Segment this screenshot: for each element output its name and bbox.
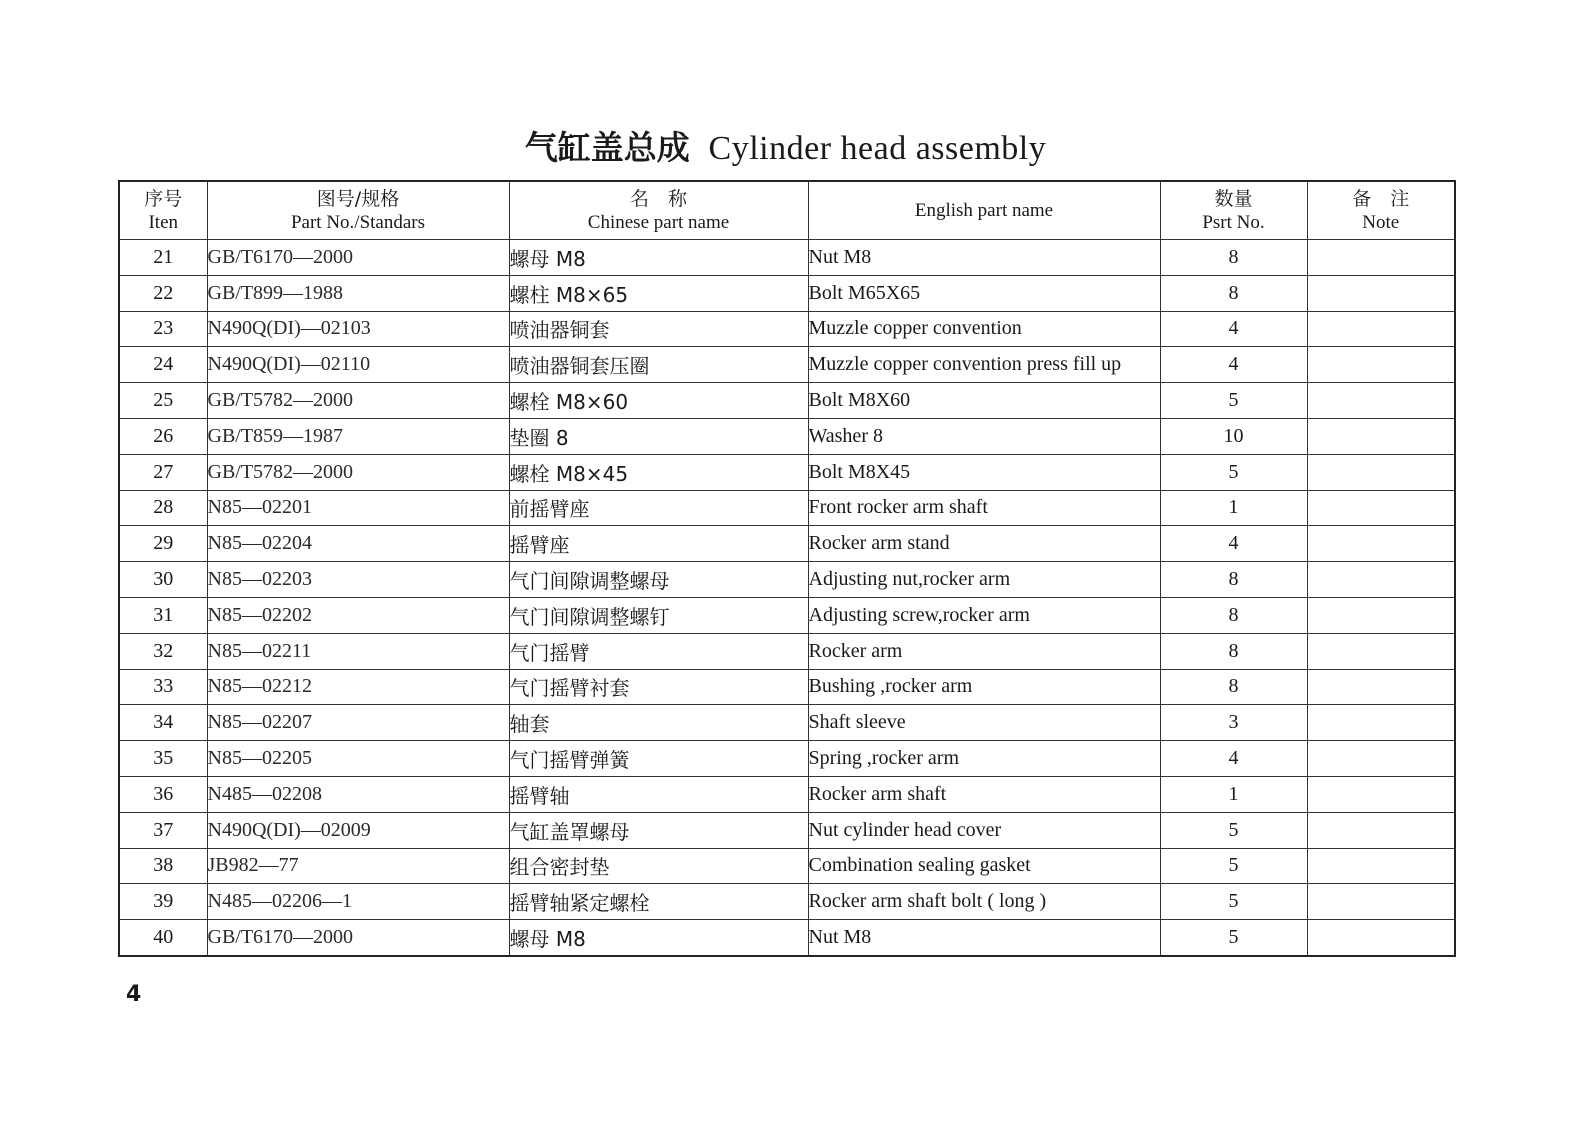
cell-quantity: 8 [1160, 633, 1307, 669]
cell-quantity: 1 [1160, 776, 1307, 812]
cell-note [1307, 884, 1455, 920]
cell-chinese-name: 摇臂轴 [509, 776, 808, 812]
header-note-en: Note [1362, 211, 1400, 233]
cell-part-no: N85—02207 [207, 705, 509, 741]
cell-english-name: Front rocker arm shaft [808, 490, 1160, 526]
table-row [119, 669, 1455, 705]
cell-part-no: GB/T5782—2000 [207, 383, 509, 419]
cell-part-no: N85—02205 [207, 741, 509, 777]
cell-chinese-name: 组合密封垫 [509, 848, 808, 884]
cell-part-no: N85—02202 [207, 597, 509, 633]
cell-english-name: Adjusting screw,rocker arm [808, 597, 1160, 633]
cell-note [1307, 812, 1455, 848]
cell-chinese-name: 螺栓 M8×60 [509, 383, 808, 419]
cell-chinese-name: 气门摇臂衬套 [509, 669, 808, 705]
cell-part-no: N485—02208 [207, 776, 509, 812]
cell-part-no: GB/T899—1988 [207, 275, 509, 311]
cell-item: 26 [119, 418, 207, 454]
cell-note [1307, 597, 1455, 633]
table-row [119, 490, 1455, 526]
cell-item: 23 [119, 311, 207, 347]
cell-part-no: N85—02211 [207, 633, 509, 669]
cell-english-name: Shaft sleeve [808, 705, 1160, 741]
cell-item: 31 [119, 597, 207, 633]
cell-quantity: 5 [1160, 920, 1307, 956]
cell-part-no: GB/T6170—2000 [207, 920, 509, 956]
cell-item: 22 [119, 275, 207, 311]
cell-chinese-name: 气门摇臂弹簧 [509, 741, 808, 777]
cell-item: 21 [119, 240, 207, 276]
cell-part-no: N85—02203 [207, 562, 509, 598]
table-row [119, 848, 1455, 884]
cell-english-name: Rocker arm [808, 633, 1160, 669]
cell-chinese-name: 气门间隙调整螺钉 [509, 597, 808, 633]
page-number: 4 [126, 982, 142, 1007]
cell-note [1307, 311, 1455, 347]
cell-chinese-name: 摇臂座 [509, 526, 808, 562]
cell-quantity: 8 [1160, 240, 1307, 276]
cell-quantity: 4 [1160, 311, 1307, 347]
header-english-name-en: English part name [914, 199, 1054, 221]
table-row [119, 741, 1455, 777]
cell-part-no: GB/T859—1987 [207, 418, 509, 454]
cell-note [1307, 418, 1455, 454]
cell-item: 35 [119, 741, 207, 777]
cell-note [1307, 454, 1455, 490]
header-quantity-en: Psrt No. [1202, 211, 1265, 233]
table-header [119, 181, 1455, 240]
cell-note [1307, 920, 1455, 956]
cell-english-name: Bolt M8X60 [808, 383, 1160, 419]
cell-item: 29 [119, 526, 207, 562]
cell-english-name: Bolt M8X45 [808, 454, 1160, 490]
cell-item: 24 [119, 347, 207, 383]
cell-quantity: 4 [1160, 526, 1307, 562]
cell-english-name: Nut M8 [808, 920, 1160, 956]
cell-item: 40 [119, 920, 207, 956]
table-row [119, 920, 1455, 956]
cell-chinese-name: 摇臂轴紧定螺栓 [509, 884, 808, 920]
cell-quantity: 5 [1160, 454, 1307, 490]
table-row [119, 705, 1455, 741]
header-item [119, 181, 207, 240]
cell-english-name: Adjusting nut,rocker arm [808, 562, 1160, 598]
cell-chinese-name: 螺柱 M8×65 [509, 275, 808, 311]
cell-chinese-name: 喷油器铜套压圈 [509, 347, 808, 383]
cell-english-name: Washer 8 [808, 418, 1160, 454]
cell-item: 32 [119, 633, 207, 669]
table-row [119, 240, 1455, 276]
header-chinese-name [509, 181, 808, 240]
cell-item: 34 [119, 705, 207, 741]
cell-part-no: N485—02206—1 [207, 884, 509, 920]
cell-quantity: 4 [1160, 347, 1307, 383]
cell-item: 28 [119, 490, 207, 526]
cell-part-no: GB/T5782—2000 [207, 454, 509, 490]
header-row [119, 181, 1455, 240]
table-row [119, 311, 1455, 347]
table-row [119, 597, 1455, 633]
cell-english-name: Spring ,rocker arm [808, 741, 1160, 777]
table-row [119, 562, 1455, 598]
cell-quantity: 10 [1160, 418, 1307, 454]
cell-part-no: N85—02204 [207, 526, 509, 562]
cell-note [1307, 848, 1455, 884]
title-english: Cylinder head assembly [708, 130, 1047, 167]
cell-english-name: Rocker arm shaft [808, 776, 1160, 812]
cell-part-no: N490Q(DI)—02110 [207, 347, 509, 383]
cell-quantity: 5 [1160, 812, 1307, 848]
header-quantity [1160, 181, 1307, 240]
cell-quantity: 5 [1160, 383, 1307, 419]
header-item-en: Iten [148, 211, 179, 233]
table-body [119, 240, 1455, 956]
cell-note [1307, 383, 1455, 419]
cell-quantity: 8 [1160, 597, 1307, 633]
cell-quantity: 5 [1160, 884, 1307, 920]
cell-english-name: Combination sealing gasket [808, 848, 1160, 884]
cell-item: 27 [119, 454, 207, 490]
cell-quantity: 1 [1160, 490, 1307, 526]
header-part-no-zh: 图号/规格 [316, 187, 400, 210]
cell-note [1307, 776, 1455, 812]
cell-quantity: 8 [1160, 669, 1307, 705]
title-chinese: 气缸盖总成 [524, 128, 690, 167]
cell-chinese-name: 螺母 M8 [509, 920, 808, 956]
table-row [119, 418, 1455, 454]
cell-note [1307, 240, 1455, 276]
cell-item: 37 [119, 812, 207, 848]
cell-chinese-name: 垫圈 8 [509, 418, 808, 454]
cell-quantity: 5 [1160, 848, 1307, 884]
cell-note [1307, 490, 1455, 526]
cell-part-no: N490Q(DI)—02009 [207, 812, 509, 848]
cell-chinese-name: 气缸盖罩螺母 [509, 812, 808, 848]
cell-chinese-name: 螺栓 M8×45 [509, 454, 808, 490]
cell-english-name: Muzzle copper convention [808, 311, 1160, 347]
cell-english-name: Bushing ,rocker arm [808, 669, 1160, 705]
table-row [119, 526, 1455, 562]
cell-english-name: Rocker arm shaft bolt ( long ) [808, 884, 1160, 920]
table-row [119, 275, 1455, 311]
parts-table [118, 180, 1456, 957]
cell-item: 33 [119, 669, 207, 705]
cell-note [1307, 705, 1455, 741]
cell-item: 39 [119, 884, 207, 920]
cell-note [1307, 347, 1455, 383]
header-english-name [808, 181, 1160, 240]
table-row [119, 383, 1455, 419]
cell-item: 30 [119, 562, 207, 598]
cell-quantity: 4 [1160, 741, 1307, 777]
cell-part-no: N85—02201 [207, 490, 509, 526]
cell-chinese-name: 前摇臂座 [509, 490, 808, 526]
cell-part-no: N85—02212 [207, 669, 509, 705]
cell-chinese-name: 轴套 [509, 705, 808, 741]
cell-item: 38 [119, 848, 207, 884]
cell-quantity: 8 [1160, 562, 1307, 598]
cell-note [1307, 526, 1455, 562]
header-chinese-name-zh: 名 称 [629, 187, 687, 210]
cell-english-name: Rocker arm stand [808, 526, 1160, 562]
header-quantity-zh: 数量 [1214, 187, 1253, 210]
cell-note [1307, 633, 1455, 669]
header-chinese-name-en: Chinese part name [587, 211, 730, 233]
cell-english-name: Bolt M65X65 [808, 275, 1160, 311]
table-row [119, 633, 1455, 669]
header-item-zh: 序号 [144, 187, 183, 210]
cell-item: 36 [119, 776, 207, 812]
cell-part-no: JB982—77 [207, 848, 509, 884]
cell-chinese-name: 喷油器铜套 [509, 311, 808, 347]
header-part-no [207, 181, 509, 240]
header-note [1307, 181, 1455, 240]
cell-note [1307, 741, 1455, 777]
cell-english-name: Muzzle copper convention press fill up [808, 347, 1160, 383]
cell-note [1307, 562, 1455, 598]
cell-english-name: Nut M8 [808, 240, 1160, 276]
table-row [119, 884, 1455, 920]
table-row [119, 347, 1455, 383]
cell-chinese-name: 气门间隙调整螺母 [509, 562, 808, 598]
cell-chinese-name: 气门摇臂 [509, 633, 808, 669]
cell-chinese-name: 螺母 M8 [509, 240, 808, 276]
table-row [119, 812, 1455, 848]
cell-note [1307, 669, 1455, 705]
cell-quantity: 3 [1160, 705, 1307, 741]
cell-note [1307, 275, 1455, 311]
cell-quantity: 8 [1160, 275, 1307, 311]
header-part-no-en: Part No./Standars [290, 211, 426, 233]
cell-english-name: Nut cylinder head cover [808, 812, 1160, 848]
table-row [119, 776, 1455, 812]
table-row [119, 454, 1455, 490]
header-note-zh: 备 注 [1352, 187, 1410, 210]
cell-item: 25 [119, 383, 207, 419]
page-title [0, 126, 1571, 171]
cell-part-no: GB/T6170—2000 [207, 240, 509, 276]
cell-part-no: N490Q(DI)—02103 [207, 311, 509, 347]
